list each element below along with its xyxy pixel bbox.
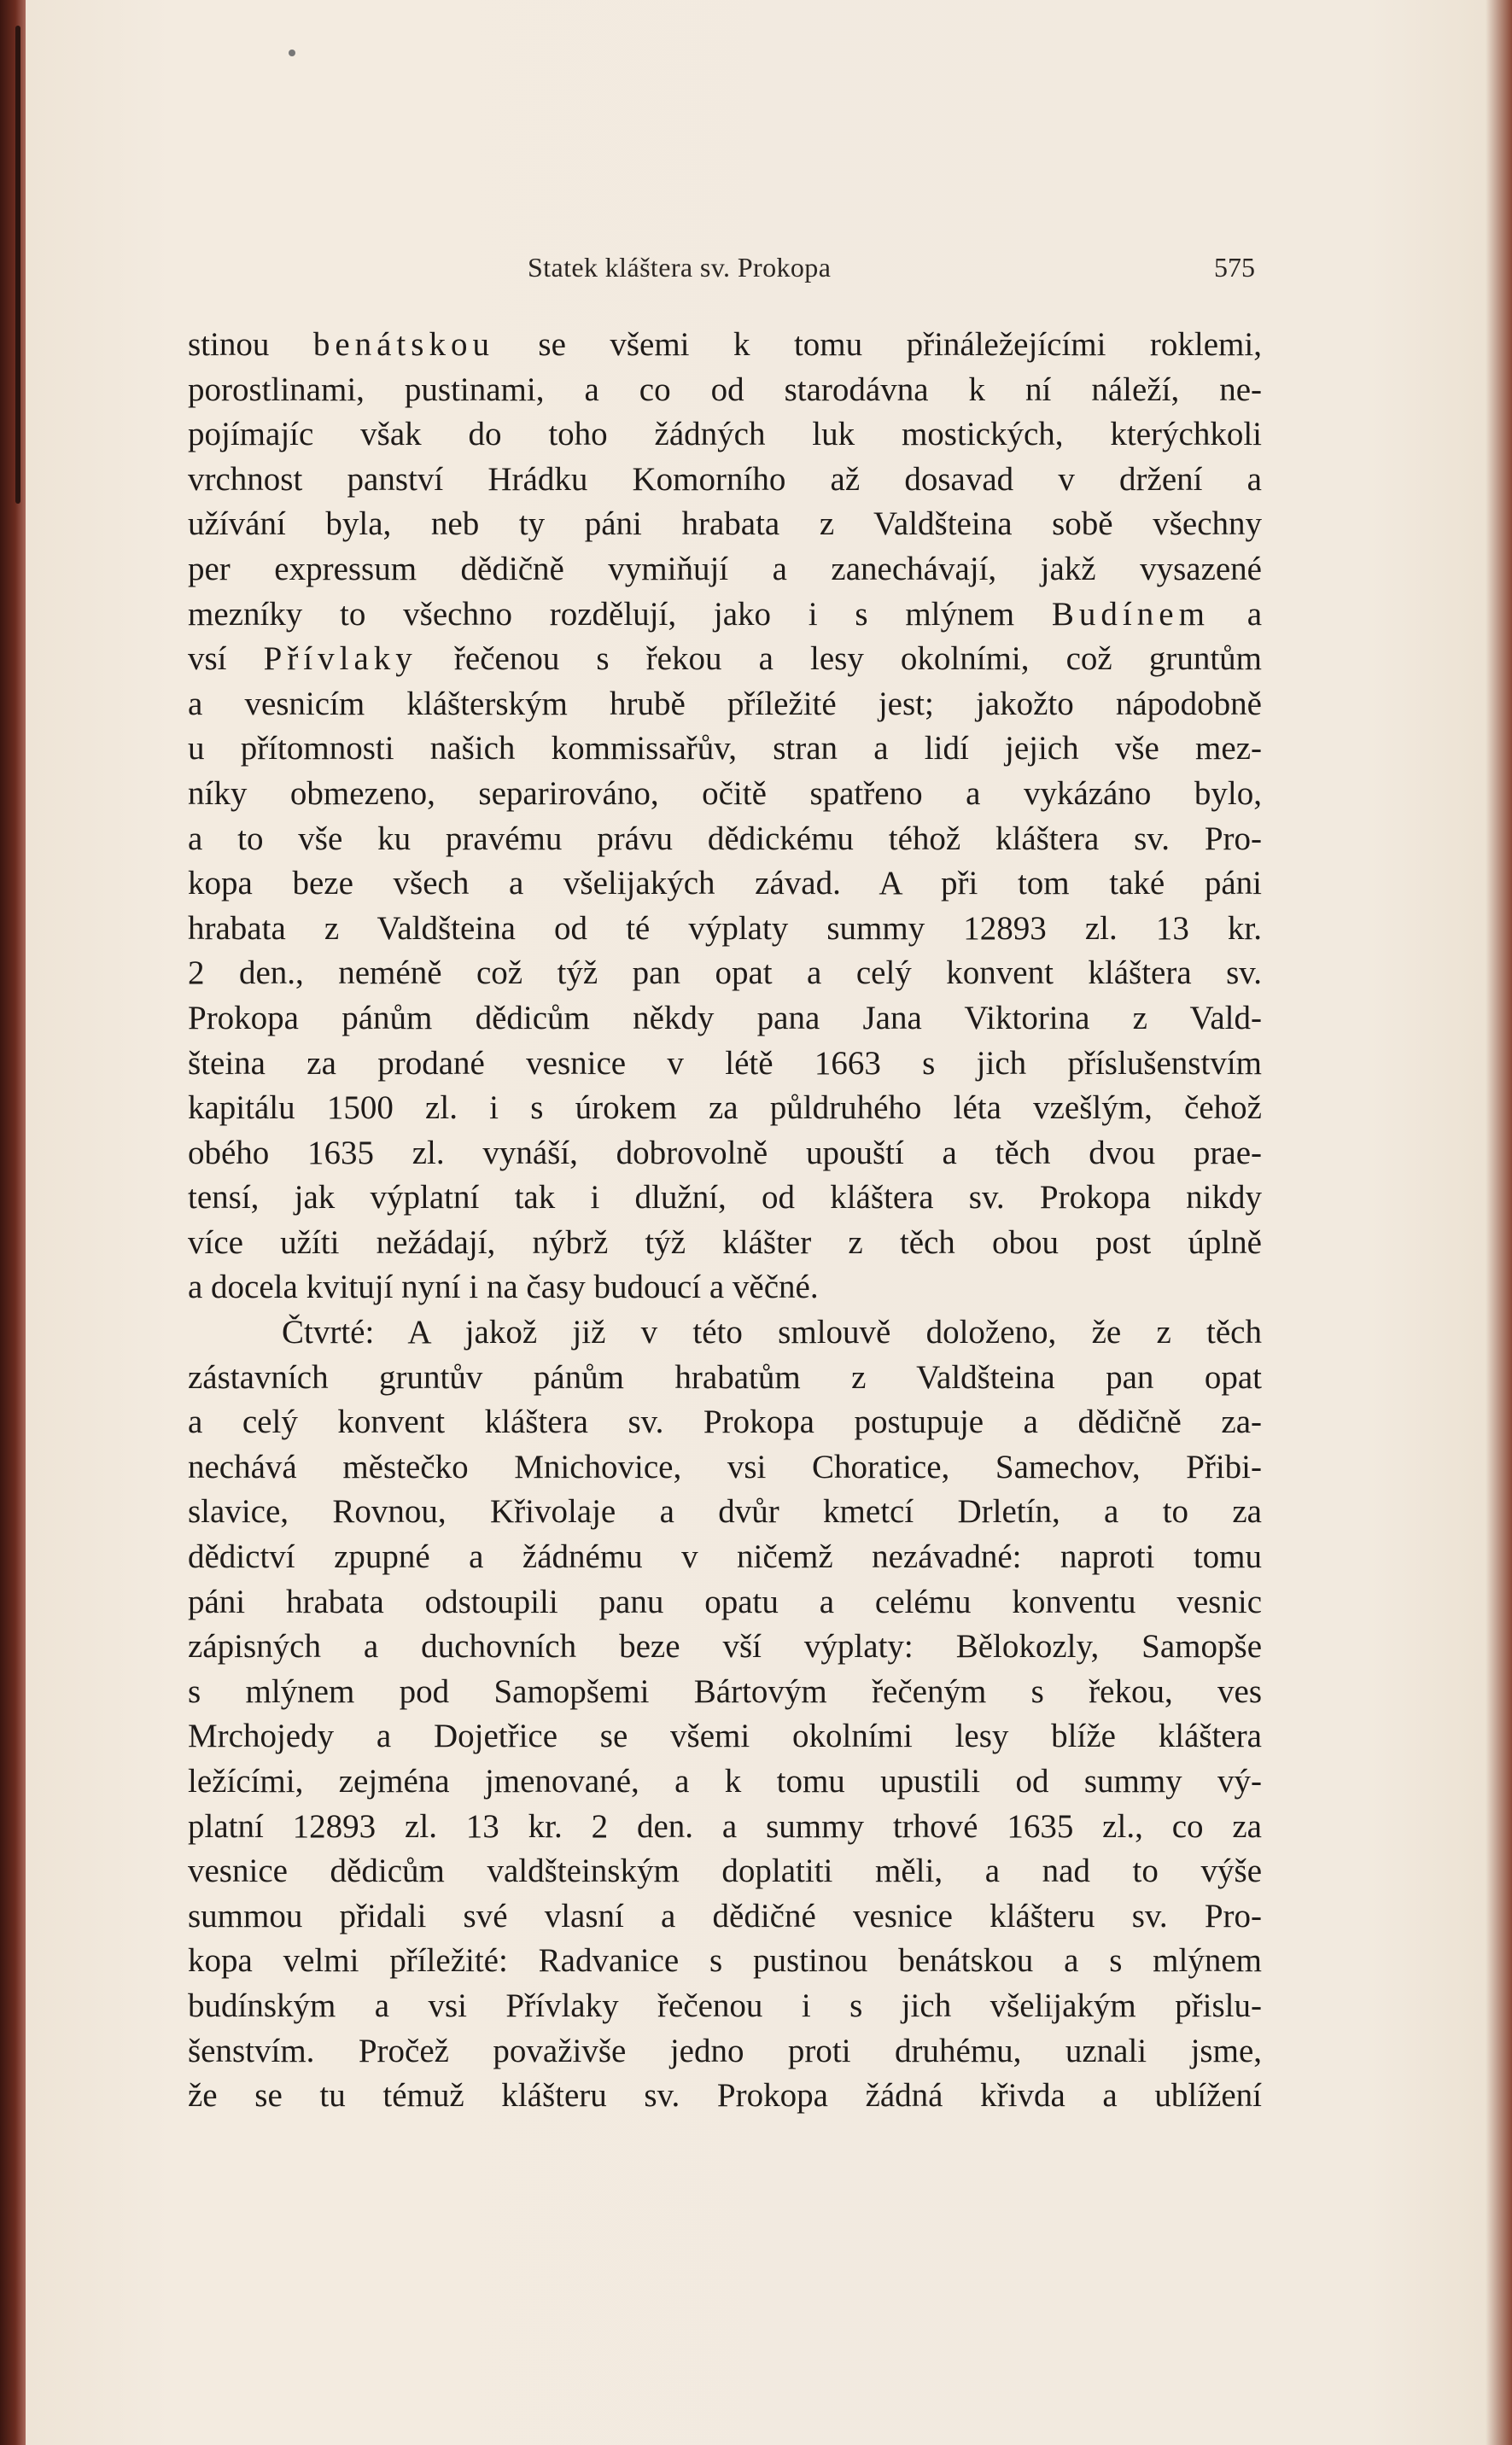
line-text: kopa beze všech a všelijakých závad. A při tom také páni [188, 865, 1262, 902]
text-line [188, 1042, 1262, 1087]
line-text: kopa velmi příležité: Radvanice s pustinou benátskou a s mlýnem [188, 1942, 1262, 1980]
line-text: více užíti nežádají, nýbrž týž klášter z těch obou post úplně [188, 1223, 1262, 1261]
text-line [188, 1714, 1262, 1759]
line-text: stinou [188, 326, 313, 363]
line-text: vesnice dědicům valdšteinským doplatiti měli, a nad to výše [188, 1853, 1262, 1890]
line-text: nechává městečko Mnichovice, vsi Choratice, Samechov, Přibi- [188, 1448, 1262, 1485]
line-text: dědictví zpupné a žádnému v ničemž nezávadné: naproti tomu [188, 1538, 1262, 1576]
line-text: kapitálu 1500 zl. i s úrokem za půldruhého léta vzešlým, čehož [188, 1089, 1262, 1127]
text-line [188, 1670, 1262, 1715]
text-line [188, 1535, 1262, 1580]
page-header [188, 252, 1255, 295]
emphasized-word: Budínem [1051, 595, 1210, 633]
line-text: per expressum dědičně vymiňují a zanechávají, jakž vysazené [188, 550, 1262, 587]
text-line [188, 2074, 1262, 2119]
line-text: Čtvrté: A jakož již v této smlouvě doloženo, že z těch [282, 1314, 1262, 1351]
line-text: níky obmezeno, separirováno, očitě spatřeno a vykázáno bylo, [188, 774, 1262, 812]
book-spine-edge [0, 0, 26, 2445]
text-line [188, 772, 1262, 817]
line-text: užívání byla, neb ty páni hrabata z Valdšteina sobě všechny [188, 505, 1262, 543]
text-line [188, 547, 1262, 592]
text-line [188, 1221, 1262, 1266]
text-line [188, 502, 1262, 547]
page-number: 575 [1214, 252, 1255, 283]
line-text: 2 den., neméně což týž pan opat a celý konvent kláštera sv. [188, 954, 1262, 992]
line-text: šenstvím. Pročež považivše jedno proti druhému, uznali jsme, [188, 2032, 1262, 2069]
body-text [188, 323, 1262, 2119]
line-text: řečenou s řekou a lesy okolními, což gruntům [417, 640, 1262, 678]
line-text: zástavních gruntův pánům hrabatům z Valdšteina pan opat [188, 1358, 1262, 1396]
line-text: pojímajíc však do toho žádných luk mostických, kterýchkoli [188, 416, 1262, 453]
text-line [188, 1849, 1262, 1894]
line-text: slavice, Rovnou, Křivolaje a dvůr kmetcí Drletín, a to za [188, 1493, 1262, 1531]
text-line [188, 1939, 1262, 1984]
text-line [188, 2029, 1262, 2074]
text-line [188, 907, 1262, 952]
text-line [188, 458, 1262, 503]
text-line [188, 726, 1262, 772]
line-text: obého 1635 zl. vynáší, dobrovolně upouští a těch dvou prae- [188, 1134, 1262, 1171]
line-text: vsí [188, 640, 264, 678]
text-line [188, 682, 1262, 727]
line-text: a vesnicím klášterským hrubě příležité jest; jakožto nápodobně [188, 685, 1262, 722]
text-line [188, 1894, 1262, 1940]
text-line [188, 1086, 1262, 1131]
line-text: hrabata z Valdšteina od té výplaty summy 12893 zl. 13 kr. [188, 909, 1262, 947]
text-line [188, 637, 1262, 682]
line-text: s mlýnem pod Samopšemi Bártovým řečeným s řekou, ves [188, 1672, 1262, 1710]
text-line [188, 1445, 1262, 1491]
line-text: a [1209, 595, 1263, 633]
text-line [188, 951, 1262, 996]
line-text: šteina za prodané vesnice v létě 1663 s jich příslušenstvím [188, 1044, 1262, 1082]
text-line [188, 1265, 1262, 1310]
line-text: že se tu témuž klášteru sv. Prokopa žádná křivda a ublížení [188, 2077, 1262, 2115]
binding-shadow [15, 26, 20, 504]
line-text: a celý konvent kláštera sv. Prokopa postupuje a dědičně za- [188, 1403, 1262, 1441]
text-line [188, 996, 1262, 1042]
text-line [188, 1805, 1262, 1850]
line-text: Mrchojedy a Dojetřice se všemi okolními lesy blíže kláštera [188, 1718, 1262, 1755]
text-line [188, 1176, 1262, 1221]
text-line [188, 1310, 1262, 1356]
text-line [188, 1625, 1262, 1670]
line-text: Prokopa pánům dědicům někdy pana Jana Viktorina z Vald- [188, 999, 1262, 1036]
line-text: budínským a vsi Přívlaky řečenou i s jich všelijakým přislu- [188, 1987, 1262, 2024]
running-title: Statek kláštera sv. Prokopa [528, 252, 832, 283]
text-line [188, 1984, 1262, 2029]
text-line [188, 1580, 1262, 1625]
line-text: ležícími, zejména jmenované, a k tomu upustili od summy vý- [188, 1763, 1262, 1800]
text-line [188, 1356, 1262, 1401]
emphasized-word: Přívlaky [263, 640, 417, 678]
line-text: se všemi k tomu přináležejícími roklemi, [493, 326, 1262, 363]
line-text: u přítomnosti našich kommissařův, stran a lidí jejich vše mez- [188, 730, 1262, 767]
line-text: mezníky to všechno rozdělují, jako i s mlýnem [188, 595, 1052, 633]
text-line [188, 368, 1262, 413]
line-text: páni hrabata odstoupili panu opatu a celému konventu vesnic [188, 1583, 1262, 1620]
line-text: a to vše ku pravému právu dědickému téhož kláštera sv. Pro- [188, 820, 1262, 857]
line-text: porostlinami, pustinami, a co od starodávna k ní náleží, ne- [188, 371, 1262, 408]
text-line [188, 861, 1262, 907]
text-line [188, 323, 1262, 368]
speck-mark [289, 50, 295, 56]
line-text: zápisných a duchovních beze vší výplaty: Bělokozly, Samopše [188, 1628, 1262, 1666]
text-line [188, 1131, 1262, 1176]
line-text: a docela kvitují nyní i na časy budoucí a věčné. [188, 1269, 819, 1306]
text-line [188, 412, 1262, 458]
emphasized-word: benátskou [312, 326, 494, 363]
line-text: platní 12893 zl. 13 kr. 2 den. a summy trhové 1635 zl., co za [188, 1807, 1262, 1845]
line-text: tensí, jak výplatní tak i dlužní, od kláštera sv. Prokopa nikdy [188, 1179, 1262, 1217]
line-text: summou přidali své vlasní a dědičné vesnice klášteru sv. Pro- [188, 1897, 1262, 1934]
line-text: vrchnost panství Hrádku Komorního až dosavad v držení a [188, 460, 1262, 498]
text-line [188, 817, 1262, 862]
text-line [188, 1759, 1262, 1805]
text-line [188, 1490, 1262, 1535]
text-line [188, 1400, 1262, 1445]
text-line [188, 592, 1262, 638]
